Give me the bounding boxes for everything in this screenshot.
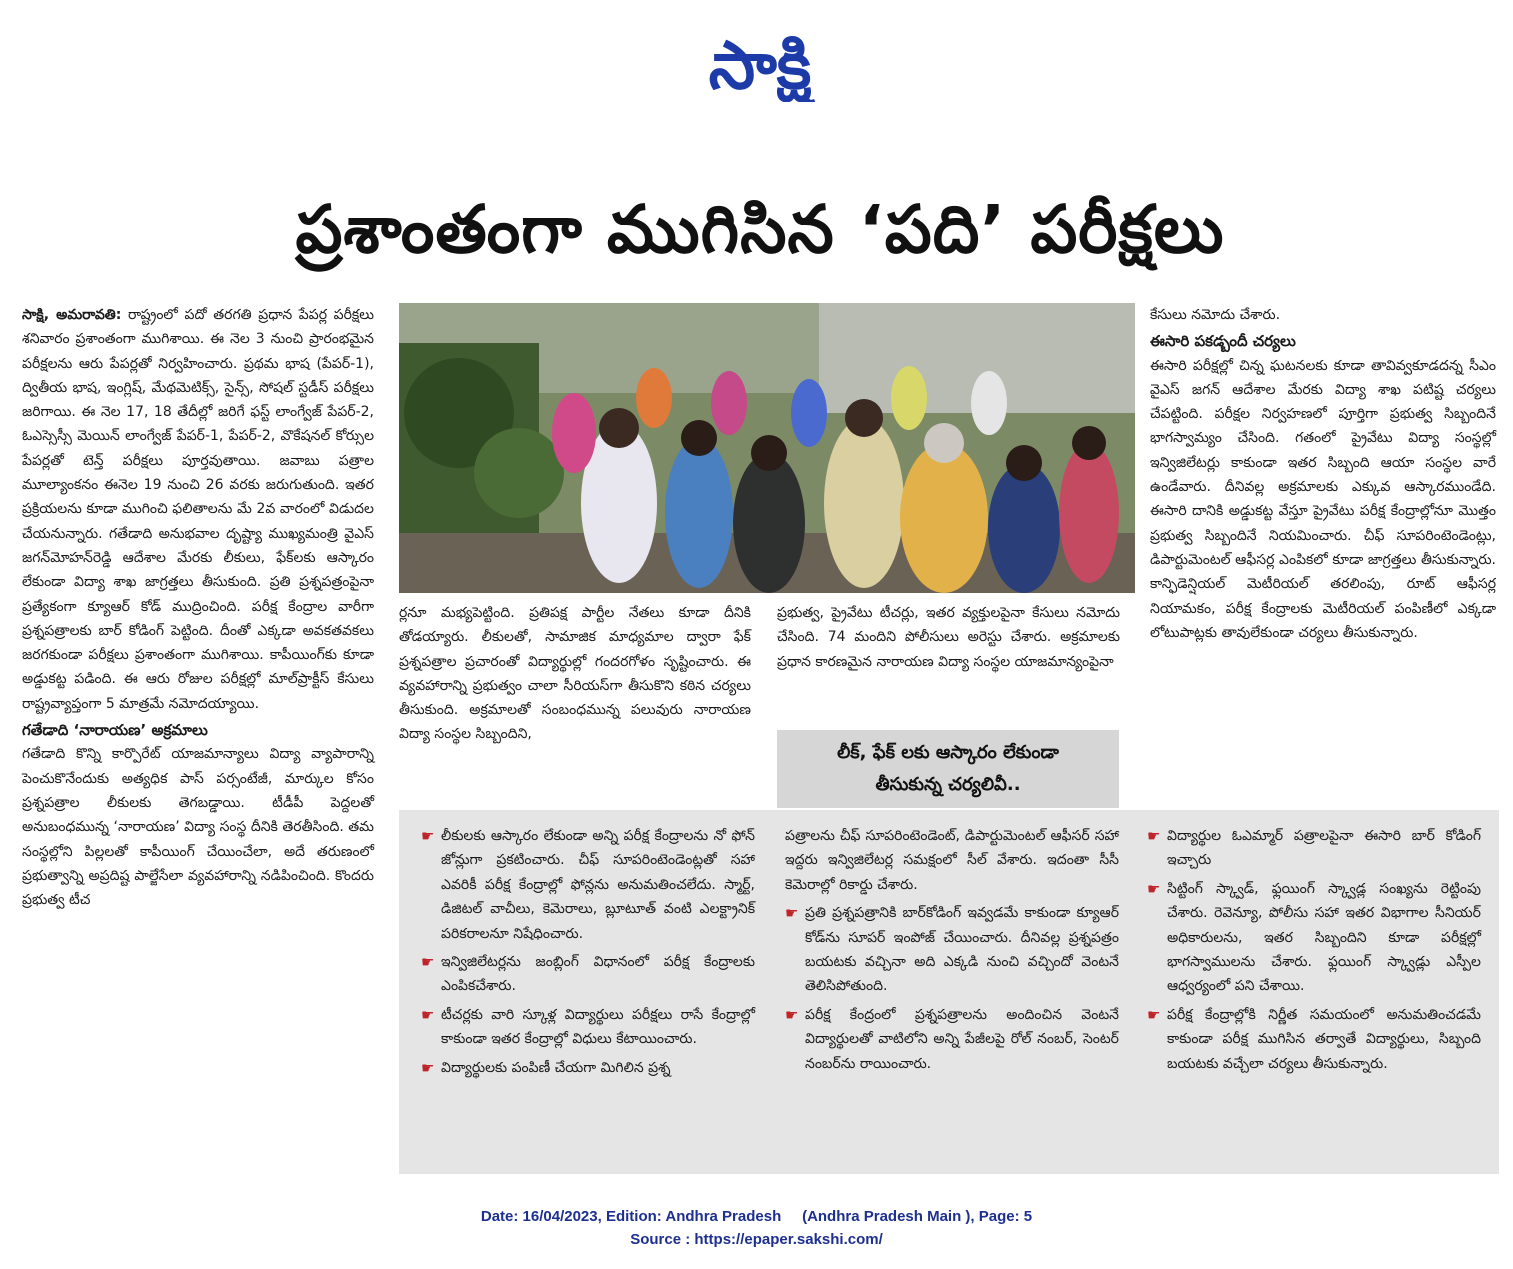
measure-item: ☛ లీకులకు ఆస్కారం లేకుండా అన్ని పరీక్ష కేంద్రాలను నో ఫోన్ జోన్లుగా ప్రకటించారు. చీఫ్ సూపరింటెండెంట్లతో సహా ఎవరికీ పరీక్ష కేంద్రాల్లో ఫోన్లను అనుమతించలేదు. స్మార్ట్, డిజిటల్ వాచీలు, కెమెరాలు, బ్లూటూత్ వంటి ఎలక్ట్రానిక్ పరికరాలనూ నిషేధించారు.	[421, 824, 755, 946]
news-photo	[399, 303, 1135, 593]
article-column-1	[22, 303, 374, 912]
measure-item: ☛ టీచర్లకు వారి స్కూళ్ల విద్యార్థులు పరీక్షలు రాసే కేంద్రాల్లో కాకుండా ఇతర కేంద్రాల్లో విధులు కేటాయించారు.	[421, 1003, 755, 1052]
measure-item: ☛ విద్యార్థులకు పంపిణీ చేయగా మిగిలిన ప్రశ్న	[421, 1056, 755, 1080]
footer-date-edition: Date: 16/04/2023, Edition: Andhra Pradesh (Andhra Pradesh Main ), Page: 5	[480, 1208, 1033, 1225]
lead-text: రాష్ట్రంలో పదో తరగతి ప్రధాన పేపర్ల పరీక్షలు శనివారం ప్రశాంతంగా ముగిశాయి. ఈ నెల 3 నుంచి ప్రారంభమైన పరీక్షలను ఆరు పేపర్లతో నిర్వహించారు. ప్రథమ భాష (పేపర్-1), ద్వితీయ భాష, ఇంగ్లిష్, మేథమెటిక్స్, సైన్స్, సోషల్ స్టడీస్ పరీక్షలు జరిగాయి. ఈ నెల 17, 18 తేదీల్లో జరిగే ఫస్ట్ లాంగ్వేజ్ పేపర్-2, ఓఎస్సెస్సీ మెయిన్ లాంగ్వేజ్ పేపర్-1, పేపర్-2, వొకేషనల్ కోర్సుల పేపర్లతో టెన్త్ పరీక్షలు పూర్తవుతాయి. జవాబు పత్రాల మూల్యాంకనం ఈనెల 19 నుంచి 26 వరకు జరుగుతుంది. ఇతర ప్రక్రియలను కూడా ముగించి ఫలితాలను మే 2వ వారంలో విడుదల చేయనున్నారు. గతేడాది అనుభవాల దృష్ట్యా ముఖ్యమంత్రి వైఎస్ జగన్‌మోహన్‌రెడ్డి ఆదేశాల మేరకు లీకులు, ఫేక్‌లకు ఆస్కారం లేకుండా విద్యా శాఖ జాగ్రత్తలు తీసుకుంది. ప్రతి ప్రశ్నపత్రంపైనా ప్రత్యేకంగా క్యూఆర్ కోడ్ ముద్రించింది. పరీక్ష కేంద్రాల వారీగా ప్రశ్నపత్రాలకు బార్ కోడింగ్ పెట్టింది. దీంతో ఎక్కడా అవకతవకలు జరగకుండా పరీక్షలు ప్రశాంతంగా ముగిశాయి. కాపీయింగ్‌కు కూడా అడ్డుకట్ట పడింది. ఈ ఆరు రోజుల పరీక్షల్లో మాల్‌ప్రాక్టీస్ కేసులు రాష్ట్రవ్యాప్తంగా 5 మాత్రమే నమోదయ్యాయి.	[22, 307, 374, 712]
paragraph-narayana: గతేడాది కొన్ని కార్పొరేట్ యాజమాన్యాలు విద్యా వ్యాపారాన్ని పెంచుకొనేందుకు అత్యధిక పాస్ పర్సంటేజీ, మార్కుల కోసం ప్రశ్నపత్రాల లీకులకు తెగబడ్డాయి. టీడీపీ పెద్దలతో అనుబంధమున్న ‘నారాయణ’ విద్యా సంస్థ దీనికి తెరతీసింది. తమ సంస్థల్లోని పిల్లలతో కాపీయింగ్ చేయించేలా, అదే తరుణంలో ప్రభుత్వాన్ని అప్రదిష్ట పాల్జేసేలా వ్యవహారాన్ని నడిపించింది. కొందరు ప్రభుత్వ టీచ	[22, 746, 374, 909]
column-3-text: ప్రభుత్వ, ప్రైవేటు టీచర్లు, ఇతర వ్యక్తులపైనా కేసులు నమోదు చేసింది. 74 మందిని పోలీసులు అరెస్టు చేశారు. అక్రమాలకు ప్రధాన కారణమైన నారాయణ విద్యా సంస్థల యాజమాన్యంపైనా	[777, 605, 1120, 670]
measure-item: ☛ ప్రతి ప్రశ్నపత్రానికి బార్‌కోడింగ్ ఇవ్వడమే కాకుండా క్యూఆర్ కోడ్‌ను సూపర్ ఇంపోజ్ చేయించారు. దీనివల్ల ప్రశ్నపత్రం బయటకు వచ్చినా అది ఎక్కడి నుంచి వచ్చిందో వెంటనే తెలిసిపోతుంది.	[785, 901, 1119, 999]
article-column-2	[399, 601, 751, 747]
measure-item: ☛ పరీక్ష కేంద్రాల్లోకి నిర్ణీత సమయంలో అనుమతించడమే కాకుండా పరీక్ష ముగిసిన తర్వాతే విద్యార్థులు, సిబ్బంది బయటకు వచ్చేలా చర్యలు తీసుకున్నారు.	[1147, 1003, 1481, 1076]
footer-source-link[interactable]: Source : https://epaper.sakshi.com/	[630, 1231, 883, 1248]
article-column-4	[1150, 303, 1496, 645]
measure-item: ☛ పరీక్ష కేంద్రంలో ప్రశ్నపత్రాలను అందించిన వెంటనే విద్యార్థులతో వాటిలోని అన్ని పేజీలపై రోల్ నంబర్, సెంటర్ నంబర్‌ను రాయించారు.	[785, 1003, 1119, 1076]
footer	[0, 1205, 1513, 1251]
headline: ప్రశాంతంగా ముగిసిన ‘పది’ పరీక్షలు	[295, 191, 1225, 268]
subheading-narayana: గతేడాది ‘నారాయణ’ అక్రమాలు	[22, 721, 208, 740]
pointing-hand-icon: ☛	[1147, 879, 1161, 898]
pointing-hand-icon: ☛	[421, 827, 435, 845]
pointing-hand-icon: ☛	[421, 1005, 435, 1024]
pointing-hand-icon: ☛	[1147, 827, 1161, 845]
pointing-hand-icon: ☛	[1147, 1005, 1161, 1024]
callout-box	[777, 730, 1119, 808]
logo-text: సాక్షి	[708, 27, 812, 102]
measure-continuation: పత్రాలను చీఫ్ సూపరింటెండెంట్, డిపార్టుమెంటల్ ఆఫీసర్ సహా ఇద్దరు ఇన్విజిలేటర్ల సమక్షంలో సీల్ వేశారు. ఇదంతా సీసీ కెమెరాల్లో రికార్డు చేశారు.	[785, 828, 1119, 893]
measure-item: ☛ విద్యార్థుల ఓఎమ్మార్ పత్రాలపైనా ఈసారి బార్ కోడింగ్ ఇచ్చారు	[1147, 824, 1481, 873]
callout-line-2: తీసుకున్న చర్యలివీ..	[875, 774, 1021, 795]
pointing-hand-icon: ☛	[421, 953, 435, 972]
lead-paragraph	[22, 303, 374, 716]
measures-column-c	[1147, 824, 1481, 1080]
pointing-hand-icon: ☛	[785, 1005, 799, 1024]
measures-column-b	[785, 824, 1119, 1080]
column-2-text: ర్లనూ మభ్యపెట్టింది. ప్రతిపక్ష పార్టీల నేతలు కూడా దీనికి తోడయ్యారు. లీకులతో, సామాజిక మాధ్యమాల ద్వారా ఫేక్ ప్రశ్నపత్రాల ప్రచారంతో విద్యార్థుల్లో గందరగోళం సృష్టించారు. ఈ వ్యవహారాన్ని ప్రభుత్వం చాలా సీరియస్‌గా తీసుకొని కఠిన చర్యలు తీసుకుంది. అక్రమాలతో సంబంధమున్న పలువురు నారాయణ విద్యా సంస్థల సిబ్బందిని,	[399, 605, 751, 743]
measure-item: ☛ సిట్టింగ్ స్క్వాడ్, ఫ్లయింగ్ స్క్వాడ్ల సంఖ్యను రెట్టింపు చేశారు. రెవెన్యూ, పోలీసు సహా ఇతర విభాగాల సీనియర్ అధికారులను, ఇతర సిబ్బందిని కూడా పరీక్షల్లో భాగస్వాములను చేశారు. ఫ్లయింగ్ స్క్వాడ్లు ఎస్పీల ఆధ్వర్యంలో పని చేశాయి.	[1147, 877, 1481, 999]
measures-column-a	[421, 824, 755, 1084]
article-column-3	[777, 601, 1120, 674]
column-4-intro: కేసులు నమోదు చేశారు.	[1150, 307, 1281, 323]
measures-box	[399, 810, 1499, 1174]
pointing-hand-icon: ☛	[421, 1058, 435, 1077]
callout-line-1: లీక్, ఫేక్ లకు ఆస్కారం లేకుండా	[837, 742, 1059, 763]
measure-item: ☛ ఇన్విజిలేటర్లను జంబ్లింగ్ విధానంలో పరీక్ష కేంద్రాలకు ఎంపికచేశారు.	[421, 950, 755, 999]
pointing-hand-icon: ☛	[785, 904, 799, 923]
masthead-logo	[600, 22, 920, 102]
dateline: సాక్షి, అమరావతి:	[22, 307, 122, 323]
subheading-measures: ఈసారి పకడ్బందీ చర్యలు	[1150, 332, 1296, 351]
column-4-text: ఈసారి పరీక్షల్లో చిన్న ఘటనలకు కూడా తావివ్వకూడదన్న సీఎం వైఎస్ జగన్ ఆదేశాల మేరకు విద్యా శాఖ పటిష్ట చర్యలు చేపట్టింది. పరీక్షల నిర్వహణలో పూర్తిగా ప్రభుత్వ సిబ్బందినే భాగస్వామ్యం చేసింది. గతంలో ప్రైవేటు విద్యా సంస్థల్లో ఇన్విజిలేటర్లు కాకుండా ఇతర సిబ్బంది ఆయా సంస్థల వారే ఉండేవారు. దీనివల్ల అక్రమాలకు ఎక్కువ ఆస్కారముండేది. ఈసారి దానికి అడ్డుకట్ట వేస్తూ ప్రైవేటు పరీక్ష కేంద్రాల్లోనూ మొత్తం ప్రభుత్వ సిబ్బందినే నియమించారు. చీఫ్ సూపరింటెండెంట్లు, డిపార్టుమెంటల్ ఆఫీసర్ల ఎంపికలో కూడా జాగ్రత్తలు తీసుకున్నారు. కాన్ఫిడెన్షియల్ మెటీరియల్ తరలింపు, రూట్ ఆఫీసర్ల నియామకం, పరీక్ష కేంద్రాలకు మెటీరియల్ పంపిణీలో ఎక్కడా లోటుపాట్లకు తావులేకుండా చర్యలు తీసుకున్నారు.	[1150, 357, 1496, 641]
